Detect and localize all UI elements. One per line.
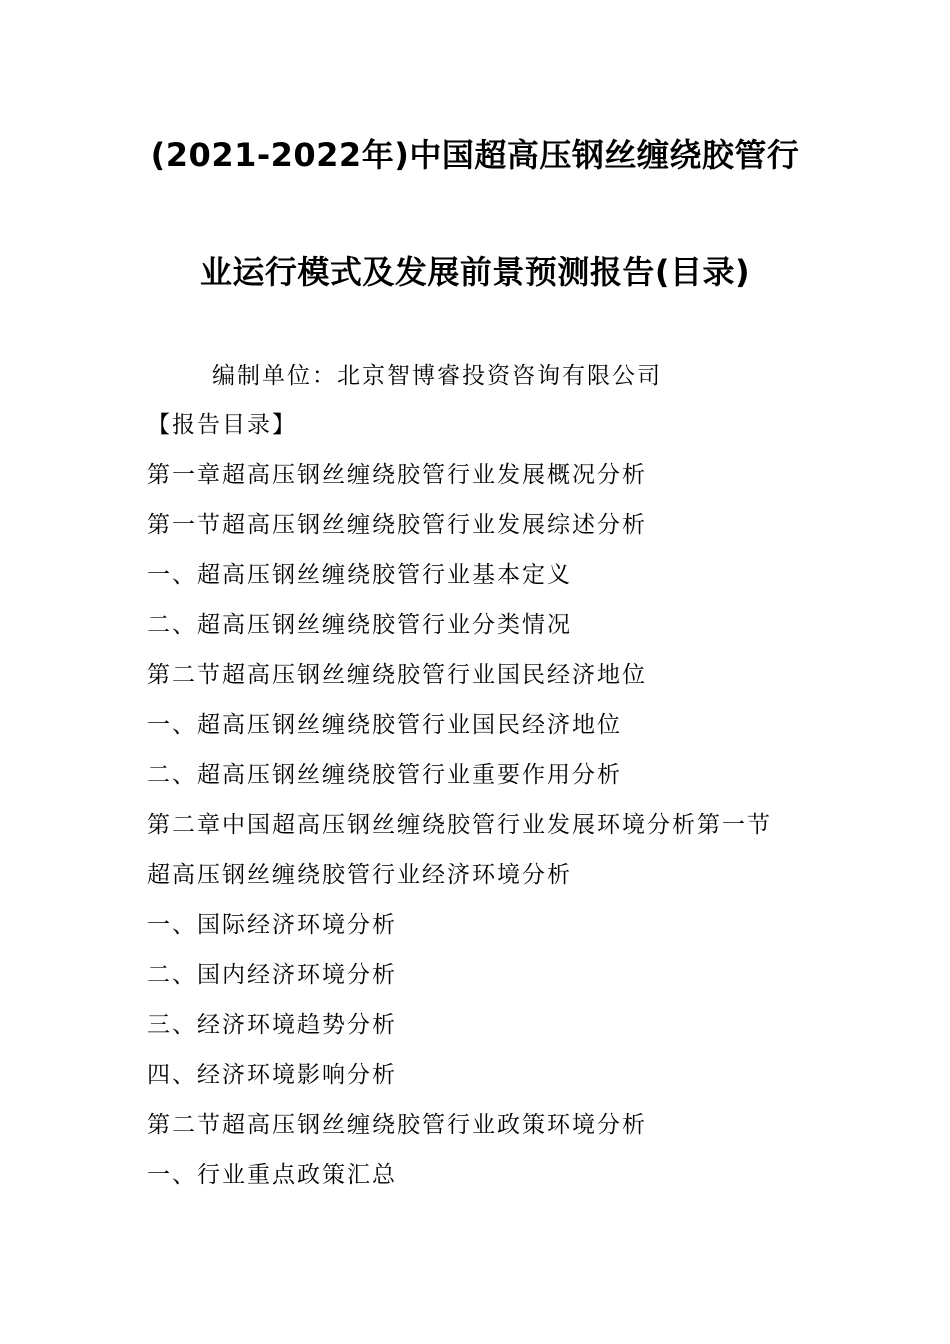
toc-item: 四、经济环境影响分析	[147, 1062, 397, 1088]
toc-item: 二、超高压钢丝缠绕胶管行业重要作用分析	[147, 762, 622, 788]
toc-item: 一、超高压钢丝缠绕胶管行业基本定义	[147, 562, 572, 588]
toc-item: 二、超高压钢丝缠绕胶管行业分类情况	[147, 612, 572, 638]
report-title-line-1: (2021-2022年)中国超高压钢丝缠绕胶管行	[150, 136, 800, 174]
toc-item: 一、行业重点政策汇总	[147, 1162, 397, 1188]
toc-item: 第一节超高压钢丝缠绕胶管行业发展综述分析	[147, 512, 647, 538]
table-of-contents	[147, 408, 847, 1208]
editor-unit: 编制单位：北京智博睿投资咨询有限公司	[212, 363, 662, 389]
toc-item: 第一章超高压钢丝缠绕胶管行业发展概况分析	[147, 462, 647, 488]
toc-item: 第二章中国超高压钢丝缠绕胶管行业发展环境分析第一节	[147, 812, 772, 838]
toc-item: 第二节超高压钢丝缠绕胶管行业国民经济地位	[147, 662, 647, 688]
toc-item: 三、经济环境趋势分析	[147, 1012, 397, 1038]
toc-item: 超高压钢丝缠绕胶管行业经济环境分析	[147, 862, 572, 888]
toc-item: 二、国内经济环境分析	[147, 962, 397, 988]
report-title-line-2: 业运行模式及发展前景预测报告(目录)	[199, 253, 751, 291]
toc-item: 一、超高压钢丝缠绕胶管行业国民经济地位	[147, 712, 622, 738]
toc-heading: 【报告目录】	[147, 412, 297, 438]
toc-item: 一、国际经济环境分析	[147, 912, 397, 938]
toc-item: 第二节超高压钢丝缠绕胶管行业政策环境分析	[147, 1112, 647, 1138]
